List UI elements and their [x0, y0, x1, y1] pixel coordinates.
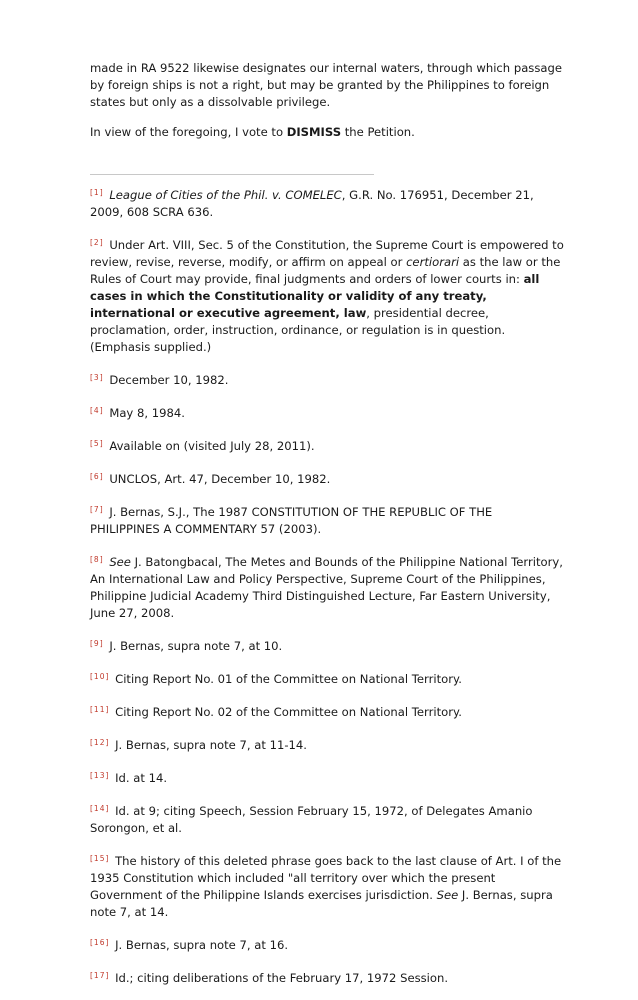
conclusion-paragraph: In view of the foregoing, I vote to DISMISS the Petition.: [90, 125, 415, 139]
footnote-ref-link[interactable]: [6]: [90, 472, 104, 481]
footnote-ref-link[interactable]: [15]: [90, 854, 110, 863]
footnote-ref-link[interactable]: [1]: [90, 188, 104, 197]
footnote-ref-link[interactable]: [17]: [90, 971, 110, 980]
footnote-17: [17] Id.; citing deliberations of the February 17, 1972 Session.: [90, 971, 449, 985]
footnote-12: [12] J. Bernas, supra note 7, at 11-14.: [90, 738, 307, 752]
footnote-10: [10] Citing Report No. 01 of the Committee on National Territory.: [90, 672, 462, 686]
footnote-ref-link[interactable]: [8]: [90, 555, 104, 564]
footnote-1: [1] League of Cities of the Phil. v. COMELEC, G.R. No. 176951, December 21, 2009, 608 SCRA 636.: [90, 188, 534, 219]
footnote-ref-link[interactable]: [13]: [90, 771, 110, 780]
footnote-11: [11] Citing Report No. 02 of the Committee on National Territory.: [90, 705, 462, 719]
footnote-9: [9] J. Bernas, supra note 7, at 10.: [90, 639, 283, 653]
footnote-13: [13] Id. at 14.: [90, 771, 168, 785]
footnote-ref-link[interactable]: [16]: [90, 938, 110, 947]
footnote-ref-link[interactable]: [12]: [90, 738, 110, 747]
footnote-16: [16] J. Bernas, supra note 7, at 16.: [90, 938, 289, 952]
footnote-6: [6] UNCLOS, Art. 47, December 10, 1982.: [90, 472, 331, 486]
footnote-ref-link[interactable]: [7]: [90, 505, 104, 514]
document-page: [90, 60, 565, 1000]
footnote-ref-link[interactable]: [9]: [90, 639, 104, 648]
footnote-ref-link[interactable]: [14]: [90, 804, 110, 813]
footnote-ref-link[interactable]: [2]: [90, 238, 104, 247]
footnote-14: [14] Id. at 9; citing Speech, Session February 15, 1972, of Delegates Amanio Sorongon, et al.: [90, 804, 533, 835]
footnote-ref-link[interactable]: [10]: [90, 672, 110, 681]
footnote-15: [15] The history of this deleted phrase goes back to the last clause of Art. I of the 1935 Constitution which included "all territory over which the present Government of the Philippine Islands exercises jurisdiction. See J. Bernas, supra note 7, at 14.: [90, 854, 562, 919]
footnote-ref-link[interactable]: [5]: [90, 439, 104, 448]
footnote-3: [3] December 10, 1982.: [90, 373, 229, 387]
footnote-ref-link[interactable]: [3]: [90, 373, 104, 382]
dismiss-emphasis: DISMISS: [286, 125, 342, 139]
footnote-5: [5] Available on (visited July 28, 2011).: [90, 439, 315, 453]
body-paragraph: made in RA 9522 likewise designates our internal waters, through which passage by foreign ships is not a right, but may be granted by the Philippines to foreign states but only as a dissolvable privilege.: [90, 61, 562, 109]
footnote-7: [7] J. Bernas, S.J., The 1987 CONSTITUTION OF THE REPUBLIC OF THE PHILIPPINES A COMMENTARY 57 (2003).: [90, 505, 493, 536]
footnote-4: [4] May 8, 1984.: [90, 406, 185, 420]
footnote-2: [2] Under Art. VIII, Sec. 5 of the Constitution, the Supreme Court is empowered to review, revise, reverse, modify, or affirm on appeal or certiorari as the law or the Rules of Court may provide, final judgments and orders of lower courts in: all cases in which the Constitutionality or validity of any treaty, international or executive agreement, law, presidential decree, proclamation, order, instruction, ordinance, or regulation is in question. (Emphasis supplied.): [90, 238, 564, 354]
footnote-ref-link[interactable]: [11]: [90, 705, 110, 714]
footnote-divider: [90, 174, 374, 175]
footnote-8: [8] See J. Batongbacal, The Metes and Bounds of the Philippine National Territory, An International Law and Policy Perspective, Supreme Court of the Philippines, Philippine Judicial Academy Third Distinguished Lecture, Far Eastern University, June 27, 2008.: [90, 555, 563, 620]
footnote-ref-link[interactable]: [4]: [90, 406, 104, 415]
